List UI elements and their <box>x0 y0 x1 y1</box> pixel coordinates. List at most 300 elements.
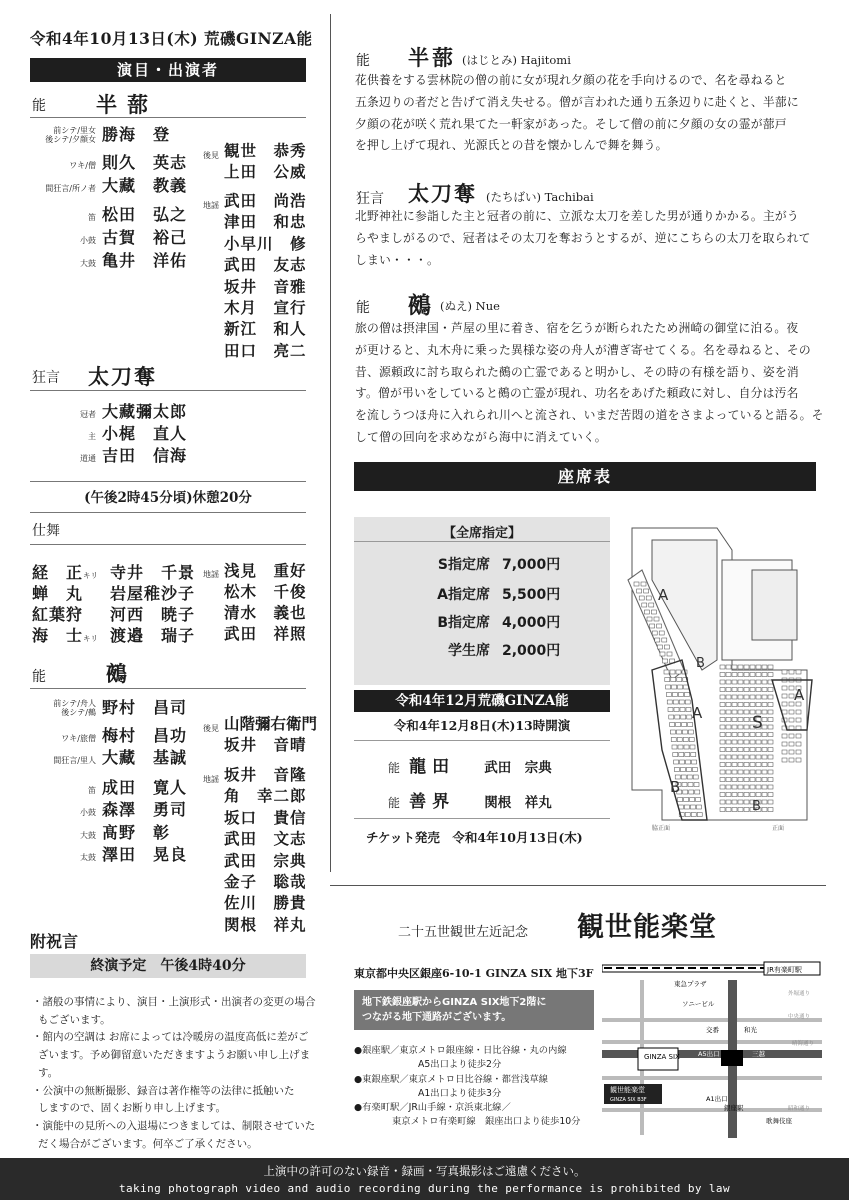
seat <box>689 738 694 742</box>
ticket-sale: チケット発売 令和4年10月13日(木) <box>366 830 583 845</box>
seat <box>682 730 687 734</box>
seat <box>768 800 773 804</box>
performer-name: 野村 昌司 <box>102 698 188 717</box>
seat <box>683 790 688 794</box>
seat-price: 2,000円 <box>502 643 561 659</box>
text-line: す。僧が弔いをしていると鵺の亡霊が現れ、功名をあげた頼政に対し、自分は汚名 <box>355 386 799 401</box>
seat <box>750 688 755 692</box>
performer-name: 佐川 勝貴 <box>224 893 307 913</box>
seat <box>726 800 731 804</box>
seat <box>738 733 743 737</box>
notes <box>32 994 322 1153</box>
seat <box>646 596 651 600</box>
seat <box>732 763 737 767</box>
performer-name: 吉田 信海 <box>102 446 188 465</box>
seat <box>738 718 743 722</box>
role-label: 笛 <box>88 213 96 222</box>
access-list <box>354 1044 594 1130</box>
seat <box>738 695 743 699</box>
seat <box>720 695 725 699</box>
genre-label: 能 <box>32 98 46 114</box>
note-line: ・館内の空調は お席によっては冷暖房の温度高低に差がご <box>32 1031 309 1044</box>
role-label: ワキ/僧 <box>69 161 96 170</box>
seat <box>768 725 773 729</box>
genre-label: 能 <box>356 300 370 316</box>
jiutai-label: 地謡 <box>203 775 219 784</box>
seat <box>732 710 737 714</box>
seat <box>756 755 761 759</box>
seat <box>684 693 689 697</box>
seat <box>697 813 702 817</box>
seat <box>750 733 755 737</box>
divider <box>30 481 306 482</box>
text-line: 花供養をする雲林院の僧の前に女が現れ夕顔の花を手向けるので、名を尋ねると <box>355 73 787 87</box>
seat <box>750 695 755 699</box>
seat <box>789 670 794 674</box>
performer-name: 武田 文志 <box>224 829 307 849</box>
seat <box>768 755 773 759</box>
seating-banner: 座席表 <box>354 462 816 491</box>
synopsis-title: 半蔀 <box>408 45 456 70</box>
seat <box>720 710 725 714</box>
seat <box>690 745 695 749</box>
genre-label: 能 <box>388 796 401 810</box>
seat <box>684 745 689 749</box>
map-label: 中央通り <box>788 1014 811 1020</box>
divider <box>30 512 306 513</box>
text-line: 夕顔の花が咲く荒れ果てた一軒家があった。そして僧の前に夕顔の女の霊が蔀戸 <box>355 116 787 131</box>
note-line: しますので、固くお断り申し上げます。 <box>38 1102 226 1115</box>
koken-list <box>224 713 317 756</box>
access-line: ●銀座駅／東京メトロ銀座線・日比谷線・丸の内線 <box>354 1045 567 1056</box>
seat <box>744 808 749 812</box>
seat <box>782 702 787 706</box>
synopsis-title: 鵺 <box>408 292 431 319</box>
seat <box>660 652 665 656</box>
seat <box>756 778 761 782</box>
seat <box>720 755 725 759</box>
performer-name: 成田 寛人 <box>102 778 188 797</box>
play-title: 龍田 <box>409 757 456 777</box>
map-label: 銀座駅 <box>724 1104 744 1112</box>
access-box <box>354 990 594 1030</box>
seat <box>744 673 749 677</box>
map-label: 和光 <box>744 1026 757 1034</box>
role-label: 冠者 <box>80 410 96 419</box>
seat <box>676 723 681 727</box>
seat <box>756 763 761 767</box>
seat <box>680 708 685 712</box>
seat <box>680 760 685 764</box>
seat <box>732 673 737 677</box>
seat <box>726 680 731 684</box>
seat <box>664 670 669 674</box>
performer-name: 小梶 直人 <box>102 424 188 443</box>
koken-label: 後見 <box>203 724 219 733</box>
seat <box>678 798 683 802</box>
seat <box>732 688 737 692</box>
seat <box>659 631 664 635</box>
map-label: 三越 <box>752 1050 765 1058</box>
seat <box>726 748 731 752</box>
text-line: が更けると、丸木舟に乗った異様な姿の舟人が漕ぎ寄せてくる。名を尋ねると、その <box>355 342 811 357</box>
performer-name: 亀井 洋佑 <box>102 251 188 270</box>
seat <box>720 725 725 729</box>
seat <box>685 753 690 757</box>
seat <box>664 645 669 649</box>
synopsis-text <box>355 206 825 271</box>
genre-label: 能 <box>356 53 370 69</box>
seat <box>676 670 681 674</box>
seat <box>732 695 737 699</box>
piece-suffix: キリ <box>83 571 99 580</box>
map-label: JR有楽町駅 <box>767 966 802 974</box>
seat <box>726 665 731 669</box>
seat <box>726 740 731 744</box>
access-line: 東京メトロ有楽町線 銀座出口より徒歩10分 <box>392 1116 581 1128</box>
seat <box>768 770 773 774</box>
seat <box>666 693 671 697</box>
seat <box>670 723 675 727</box>
map-label: 外堀通り <box>788 991 811 997</box>
seat-price: 4,000円 <box>502 615 561 631</box>
seat <box>782 734 787 738</box>
map-label: ソニービル <box>682 1000 715 1008</box>
seat <box>732 703 737 707</box>
seat <box>674 708 679 712</box>
divider <box>30 688 306 689</box>
access-line: ●東銀座駅／東京メトロ日比谷線・都営浅草線 <box>354 1073 549 1085</box>
venue-name: 観世能楽堂 <box>577 912 717 943</box>
play-title-nue: 鵺 <box>106 661 137 686</box>
seat <box>732 740 737 744</box>
seat <box>678 685 683 689</box>
map-label: 脇正面 <box>652 825 671 832</box>
performer-name: 則久 英志 <box>102 153 188 172</box>
piece-suffix: キリ <box>83 634 99 643</box>
seat <box>682 723 687 727</box>
seat <box>667 700 672 704</box>
seat <box>684 805 689 809</box>
section-label: B <box>752 799 761 814</box>
seat <box>685 700 690 704</box>
seat <box>647 617 652 621</box>
seat <box>662 638 667 642</box>
note-line: ・演能中の見所への入退場につきましては、制限させていた <box>32 1119 316 1132</box>
seat <box>782 758 787 762</box>
seat <box>768 785 773 789</box>
section-label: A <box>794 686 805 704</box>
seat <box>789 710 794 714</box>
seat <box>726 703 731 707</box>
seat <box>762 748 767 752</box>
map-label: 昭和通り <box>788 1106 811 1112</box>
seat <box>639 596 644 600</box>
seat <box>695 790 700 794</box>
seat <box>642 603 647 607</box>
ginza-station <box>721 1050 743 1066</box>
program-banner: 演目・出演者 <box>30 58 306 82</box>
seat <box>738 703 743 707</box>
performer-name: 津田 和忠 <box>224 212 307 232</box>
text-line: らやましがるので、冠者はその太刀を奪おうとするが、逆にこちらの太刀を取られて <box>355 230 811 245</box>
seat <box>738 800 743 804</box>
seat <box>796 710 801 714</box>
text-line: を押し上げて現れ、光源氏との昔を懐かしんで舞を舞う。 <box>355 138 668 153</box>
divider <box>354 740 610 741</box>
seat <box>686 708 691 712</box>
venue-kicker: 二十五世観世左近記念 <box>398 925 529 940</box>
performer-name: 武田 友志 <box>224 255 307 275</box>
footer-jp: 上演中の許可のない録音・録画・写真撮影はご遠慮ください。 <box>263 1164 586 1178</box>
seat <box>670 670 675 674</box>
seat <box>641 582 646 586</box>
jiutai-list <box>224 190 307 361</box>
seat <box>744 733 749 737</box>
role-label: 後シテ/鵺 <box>61 708 96 717</box>
seat <box>744 665 749 669</box>
note-line: ・公演中の無断撮影、録音は著作権等の法律に抵触いた <box>32 1084 295 1097</box>
genre-label: 能 <box>32 669 46 685</box>
seat <box>726 718 731 722</box>
seat <box>796 718 801 722</box>
seat <box>657 624 662 628</box>
role-label: 小鼓 <box>80 808 96 817</box>
synopsis-text <box>355 318 825 449</box>
venue-address: 東京都中央区銀座6-10-1 GINZA SIX 地下3F <box>354 967 594 980</box>
seat <box>676 730 681 734</box>
seat <box>670 730 675 734</box>
seat <box>726 725 731 729</box>
role-label: 後シテ/夕顔女 <box>45 135 96 144</box>
seat <box>744 770 749 774</box>
koken-list <box>224 140 307 183</box>
seat <box>732 680 737 684</box>
seat <box>690 798 695 802</box>
seat <box>768 778 773 782</box>
piece-title: 蝉 丸 <box>32 584 84 603</box>
seat <box>738 673 743 677</box>
end-time-bar: 終演予定 午後4時40分 <box>30 954 306 978</box>
performer-name: 武田 宗典 <box>224 850 307 870</box>
text-line: して僧の回向を求めながら海中に消えていく。 <box>355 429 607 444</box>
seat <box>732 755 737 759</box>
seat <box>738 778 743 782</box>
performer-name: 坂井 音隆 <box>224 765 307 784</box>
synopsis-reading: (ぬえ) Nue <box>440 299 500 313</box>
seat <box>726 763 731 767</box>
seat <box>756 748 761 752</box>
synopsis-reading: (たちばい) Tachibai <box>486 190 594 204</box>
seat <box>782 670 787 674</box>
seat <box>732 793 737 797</box>
seating-chart <box>622 520 822 840</box>
text-line: しまい・・・。 <box>355 252 439 267</box>
seat <box>738 770 743 774</box>
seat <box>726 710 731 714</box>
seat <box>720 808 725 812</box>
performer-name: 金子 聡哉 <box>224 871 307 891</box>
seat <box>682 783 687 787</box>
performer-name: 木月 宣行 <box>224 297 307 317</box>
seat <box>768 733 773 737</box>
performer-name: 勝海 登 <box>102 125 171 144</box>
seat <box>720 785 725 789</box>
seat <box>750 673 755 677</box>
access-line: A5出口より徒歩2分 <box>418 1059 502 1071</box>
seat <box>768 710 773 714</box>
seat <box>762 763 767 767</box>
seat <box>677 738 682 742</box>
seat <box>744 710 749 714</box>
note-line: もございます。 <box>38 1013 111 1026</box>
role-label: 太鼓 <box>80 853 96 862</box>
seat <box>762 703 767 707</box>
section-label: S <box>752 713 763 733</box>
seat <box>726 688 731 692</box>
role-label: 道通 <box>80 454 96 463</box>
performer-name: 浅見 重好 <box>224 561 307 580</box>
footer-en: taking photograph video and audio recording during the performance is prohibited by law <box>119 1182 730 1195</box>
divider <box>354 818 610 819</box>
seat <box>689 790 694 794</box>
performer-name: 梅村 昌功 <box>102 726 188 745</box>
performer-name: 観世 恭秀 <box>224 141 307 160</box>
seat <box>652 631 657 635</box>
performer-name: 坂口 貴信 <box>224 807 307 827</box>
seat <box>762 688 767 692</box>
seat <box>666 685 671 689</box>
seat <box>738 793 743 797</box>
map-label: 観世能楽堂 <box>610 1086 645 1094</box>
seat <box>750 785 755 789</box>
seat <box>738 755 743 759</box>
divider <box>30 390 306 391</box>
seat <box>692 768 697 772</box>
seat <box>683 738 688 742</box>
performer-name: 澤田 晃良 <box>102 845 188 864</box>
seat <box>744 800 749 804</box>
seat <box>674 768 679 772</box>
seat <box>744 680 749 684</box>
seat <box>720 740 725 744</box>
seat <box>750 748 755 752</box>
seat <box>732 718 737 722</box>
price-row <box>390 554 560 574</box>
section-label: B <box>670 778 681 796</box>
seat <box>750 793 755 797</box>
performer-name: 河西 暁子 <box>110 605 196 624</box>
seat <box>796 670 801 674</box>
seat <box>732 800 737 804</box>
access-box-line: つながる地下通路がございます。 <box>362 1012 512 1023</box>
seat <box>720 680 725 684</box>
page-title: 令和4年10月13日(木) 荒磯GINZA能 <box>30 29 313 48</box>
seat <box>768 673 773 677</box>
performer-name: 古賀 裕己 <box>102 228 188 247</box>
seat <box>768 748 773 752</box>
play-title: 善界 <box>409 792 456 812</box>
piece-title: 海 士 <box>32 626 84 645</box>
performer-name: 武田 宗典 <box>484 760 552 776</box>
genre-label: 能 <box>388 761 401 775</box>
seat <box>768 793 773 797</box>
seat <box>762 695 767 699</box>
seat <box>644 589 649 593</box>
access-box-line: 地下鉄銀座駅からGINZA SIX地下2階に <box>362 997 547 1008</box>
seat <box>796 742 801 746</box>
seat <box>672 685 677 689</box>
seat <box>756 673 761 677</box>
intermission-text: (午後2時45分頃)休憩20分 <box>84 490 252 506</box>
seat <box>738 725 743 729</box>
seat <box>744 725 749 729</box>
next-program-row <box>388 787 552 812</box>
divider <box>30 117 306 118</box>
price-row <box>390 612 560 632</box>
seat <box>684 798 689 802</box>
seat <box>732 733 737 737</box>
seat <box>726 785 731 789</box>
seat <box>654 617 659 621</box>
performer-name: 清水 義也 <box>224 603 307 622</box>
seat <box>688 723 693 727</box>
seat <box>726 755 731 759</box>
column-divider <box>330 14 331 872</box>
seat <box>720 770 725 774</box>
seat <box>663 659 668 663</box>
seat <box>796 758 801 762</box>
seat <box>667 652 672 656</box>
seat <box>744 740 749 744</box>
seat <box>738 763 743 767</box>
next-program-row <box>388 752 552 777</box>
seat <box>756 740 761 744</box>
performer-name: 田口 亮二 <box>224 340 307 360</box>
seat <box>768 763 773 767</box>
seat <box>744 793 749 797</box>
seat <box>720 703 725 707</box>
seat <box>789 718 794 722</box>
jiutai-label: 地謡 <box>203 201 219 210</box>
seat-class: S指定席 <box>437 557 490 573</box>
access-line: A1出口より徒歩3分 <box>418 1087 502 1099</box>
seat <box>686 760 691 764</box>
seat <box>681 775 686 779</box>
seat <box>750 778 755 782</box>
performer-name: 武田 祥照 <box>224 624 307 643</box>
seat <box>762 665 767 669</box>
performer-name: 小早川 修 <box>224 233 307 253</box>
seat <box>750 770 755 774</box>
play-title-hajitomi: 半蔀 <box>96 92 158 117</box>
seat <box>650 624 655 628</box>
performer-name: 角 幸二郎 <box>224 786 307 806</box>
fushukugen-label: 附祝言 <box>30 932 79 951</box>
price-row <box>390 640 560 660</box>
seat <box>671 738 676 742</box>
seat <box>750 680 755 684</box>
seat <box>762 808 767 812</box>
divider <box>30 544 306 545</box>
divider <box>354 541 610 542</box>
seat <box>768 808 773 812</box>
seat <box>672 745 677 749</box>
seat <box>768 703 773 707</box>
seat <box>796 734 801 738</box>
note-line: ざいます。予め御留意いただきますようお願い申し上げます。 <box>38 1049 311 1079</box>
seat <box>762 673 767 677</box>
